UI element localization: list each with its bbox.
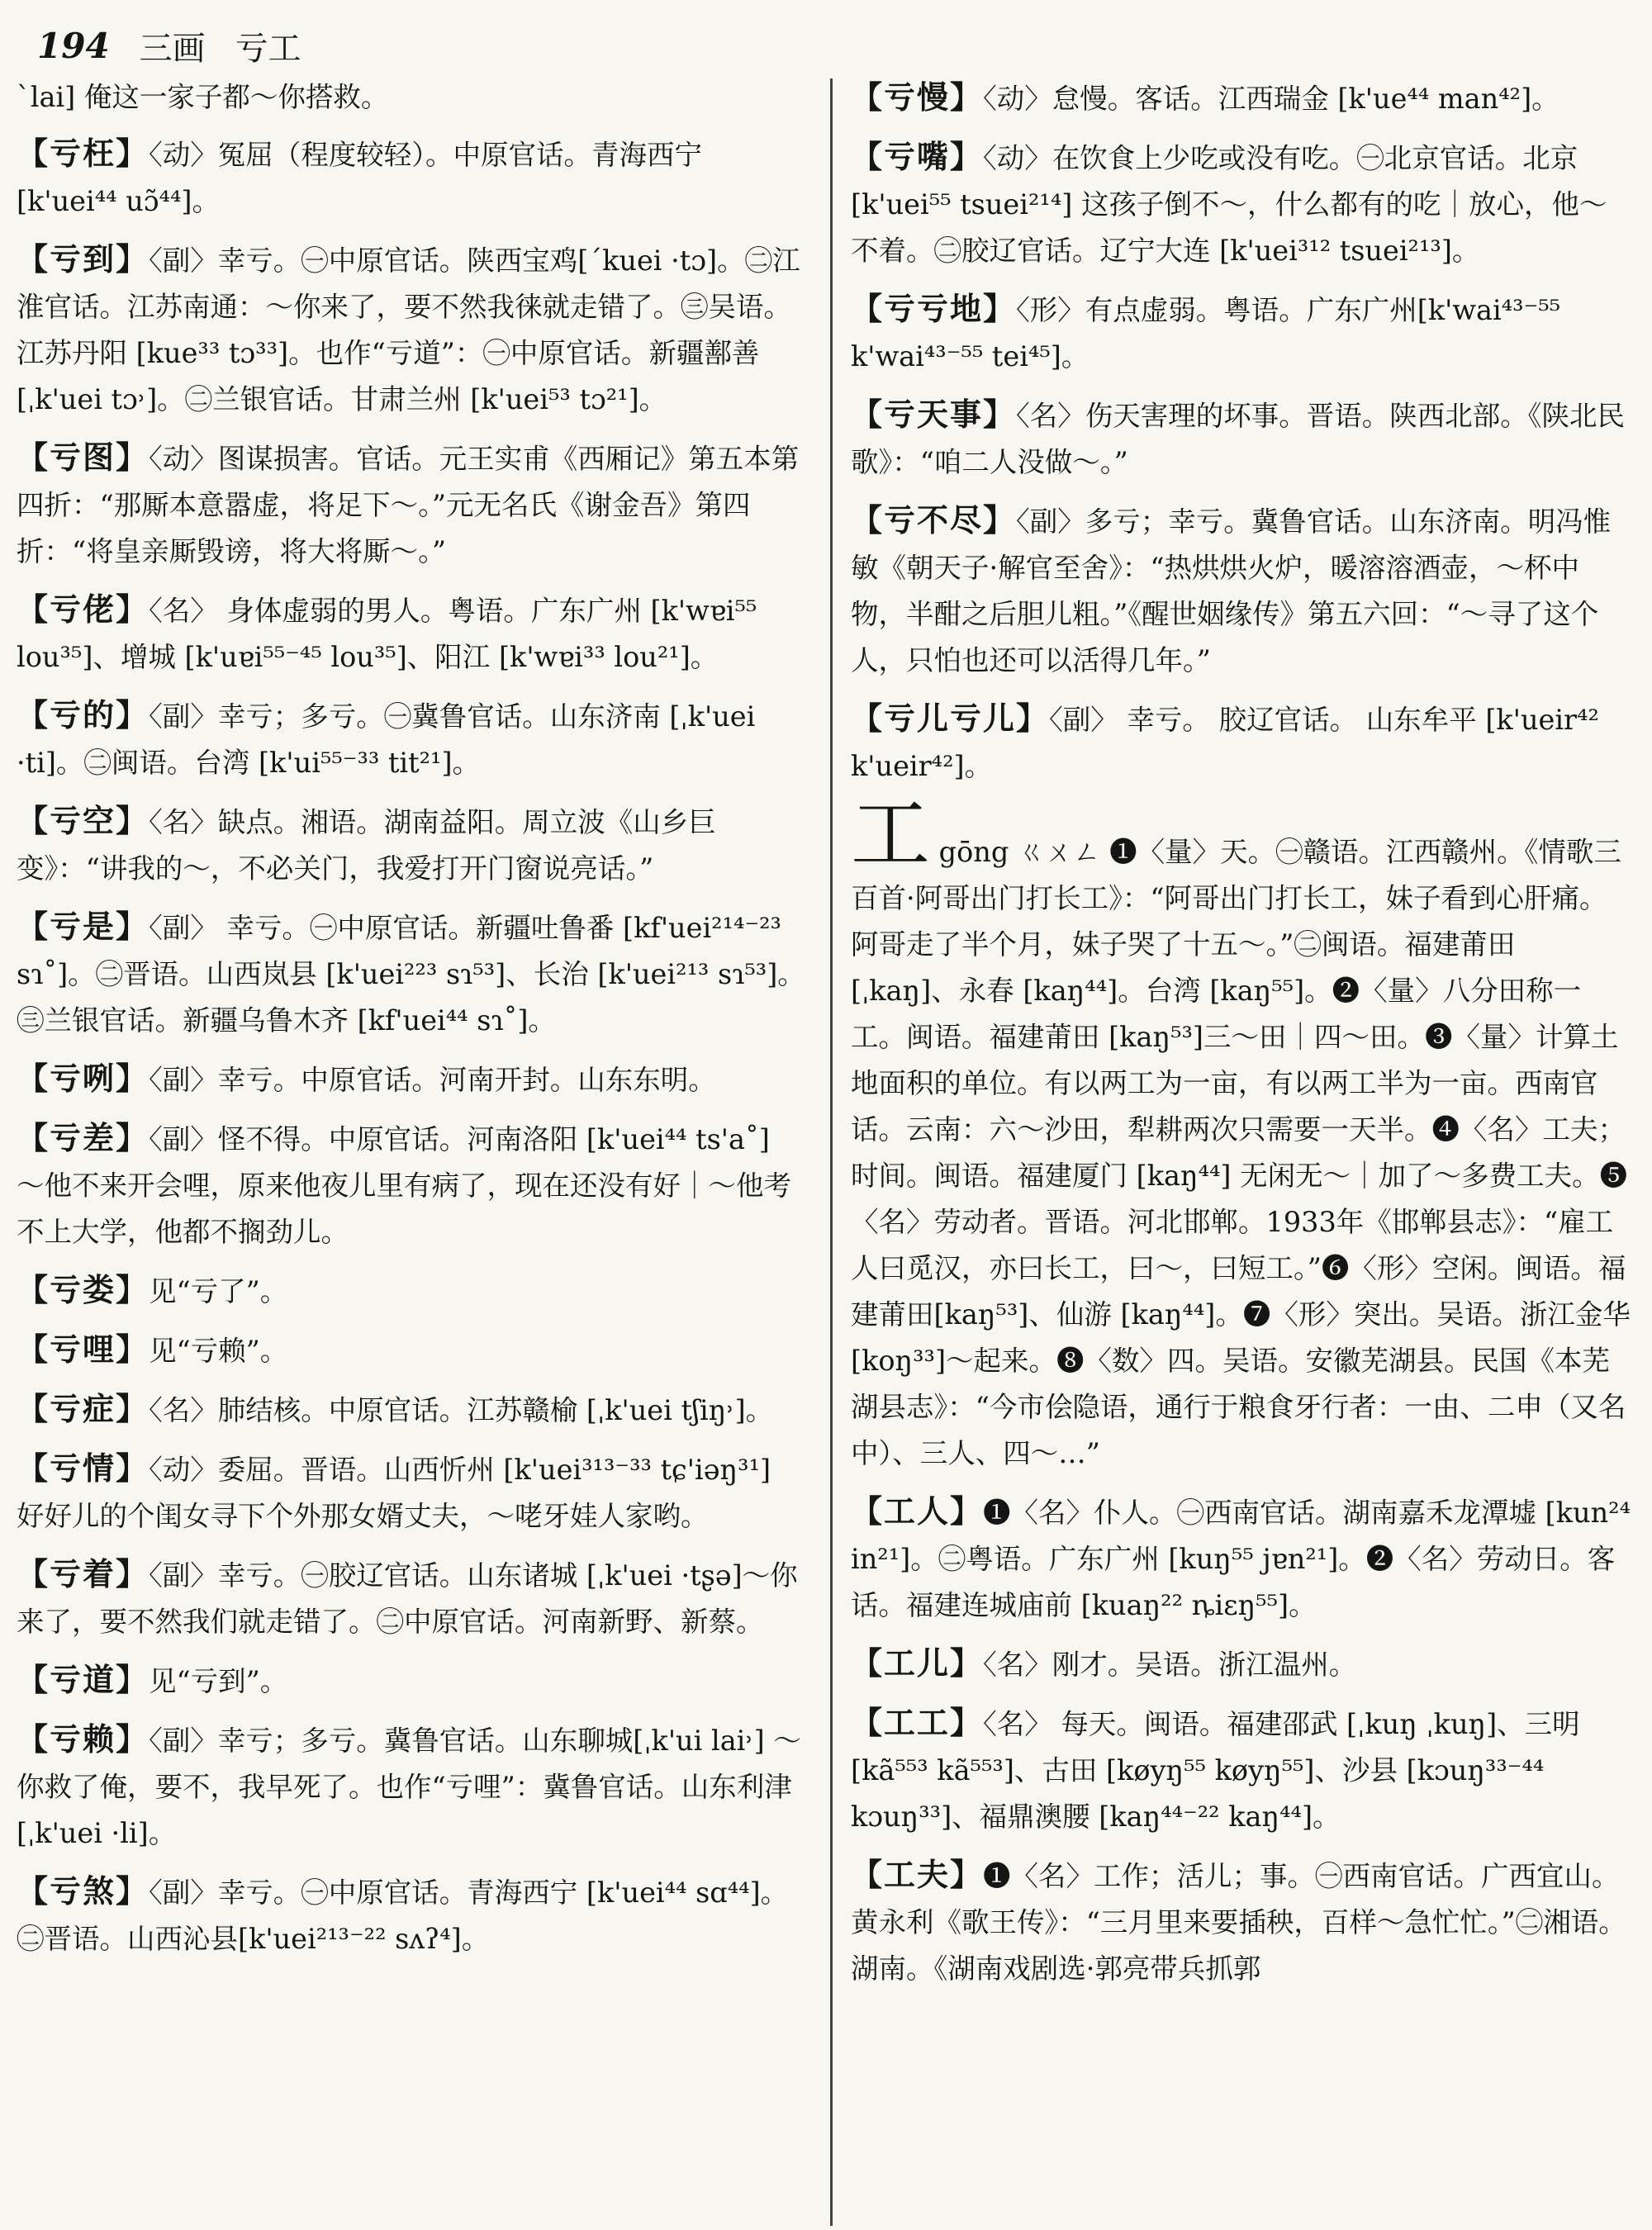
headword: 【亏娄】 xyxy=(17,1271,150,1308)
entry-body: 〈副〉 幸亏。 胶辽官话。 山东牟平 [k'ueir⁴² k'ueir⁴²]。 xyxy=(851,704,1599,782)
headword: 【亏道】 xyxy=(17,1661,150,1698)
headword: 【亏赖】 xyxy=(17,1720,150,1758)
character-entry xyxy=(851,788,1631,1477)
entry xyxy=(851,1700,1631,1840)
headword: 【亏空】 xyxy=(17,802,150,839)
right-column xyxy=(851,74,1631,2004)
entry xyxy=(851,134,1631,274)
headword: 【亏儿亏儿】 xyxy=(851,700,1050,737)
entry-body: 〈动〉在饮食上少吃或没有吃。㊀北京官话。北京 [k'uei⁵⁵ tsuei²¹⁴] 这孩子倒不～，什么都有的吃｜放心，他～不着。㊁胶辽官话。辽宁大连 [k'uei³¹² tsuei²¹³]。 xyxy=(851,142,1607,267)
headword: 【亏症】 xyxy=(17,1390,150,1427)
section-label: 三画 xyxy=(139,29,206,68)
entry xyxy=(17,236,805,423)
entry-body: 〈副〉幸亏；多亏。冀鲁官话。山东聊城[ˌk'ui lai˒] ～你救了俺，要不，我早死了。也作“亏哩”：冀鲁官话。山东利津[ˌk'uei ·li]。 xyxy=(17,1725,801,1849)
entry-body: 〈副〉幸亏。㊀胶辽官话。山东诸城 [ˌk'uei ·tʂə]～你来了，要不然我们就走错了。㊁中原官话。河南新野、新蔡。 xyxy=(17,1559,798,1638)
entry xyxy=(851,1640,1631,1688)
headword: 【亏到】 xyxy=(17,240,150,278)
entry xyxy=(17,434,805,575)
headword: 【亏着】 xyxy=(17,1555,150,1592)
entry xyxy=(17,692,805,786)
entry-body: 〈动〉怠慢。客话。江西瑞金 [k'ue⁴⁴ man⁴²]。 xyxy=(983,83,1559,115)
entry-body: 见“亏到”。 xyxy=(149,1665,288,1697)
entry xyxy=(851,1488,1631,1629)
entry-body: 〈副〉幸亏。中原官话。河南开封。山东东明。 xyxy=(149,1064,716,1096)
pinyin-zhuyin: gōng ㄍㄨㄥ xyxy=(938,836,1101,868)
entry xyxy=(851,74,1631,122)
entry xyxy=(851,1852,1631,1992)
entry-body: 见“亏赖”。 xyxy=(149,1335,288,1367)
entry xyxy=(851,286,1631,380)
entry xyxy=(17,904,805,1044)
entry-body: 〈名〉伤天害理的坏事。晋语。陕西北部。《陕北民歌》：“咱二人没做～。” xyxy=(851,400,1626,478)
headword: 【亏天事】 xyxy=(851,396,1017,433)
headword: 【工夫】 xyxy=(851,1856,984,1893)
entry xyxy=(851,497,1631,684)
entry-body: 〈名〉刚才。吴语。浙江温州。 xyxy=(983,1649,1357,1681)
headword: 【亏情】 xyxy=(17,1450,150,1487)
headword: 【亏枉】 xyxy=(17,135,150,172)
entry-body: 〈副〉幸亏；多亏。㊀冀鲁官话。山东济南 [ˌk'uei ·ti]。㊁闽语。台湾 [k'ui⁵⁵⁻³³ tit²¹]。 xyxy=(17,700,756,779)
entry-body: 〈名〉 身体虚弱的男人。粤语。广东广州 [k'wɐi⁵⁵ lou³⁵]、增城 [k'uɐi⁵⁵⁻⁴⁵ lou³⁵]、阳江 [k'wɐi³³ lou²¹]。 xyxy=(17,595,757,673)
entry-body: 〈副〉怪不得。中原官话。河南洛阳 [k'uei⁴⁴ ts'a˚] ～他不来开会哩，原来他夜儿里有病了，现在还没有好｜～他考不上大学，他都不搁劲儿。 xyxy=(17,1123,791,1248)
headword: 【亏哩】 xyxy=(17,1331,150,1368)
entry xyxy=(17,1326,805,1374)
entry xyxy=(17,130,805,225)
column-divider xyxy=(830,78,833,2226)
entry xyxy=(17,1386,805,1434)
entry-body: ❶〈量〉天。㊀赣语。江西赣州。《情歌三百首·阿哥出门打长工》：“阿哥出门打长工，妹子看到心肝痛。阿哥走了半个月，妹子哭了十五～。”㊁闽语。福建莆田 [ˌkaŋ]、永春 [kaŋ⁴⁴]。台湾 [kaŋ⁵⁵]。❷〈量〉八分田称一工。闽语。福建莆田 [kaŋ⁵³]三～田｜四～田。❸〈量〉计算土地面积的单位。有以两工为一亩，有以两工半为一亩。西南官话。云南：六～沙田，犁耕两次只需要一天半。❹〈名〉工夫；时间。闽语。福建厦门 [kaŋ⁴⁴] 无闲无～｜加了～多费工夫。❺〈名〉劳动者。晋语。河北邯郸。1933年《邯郸县志》：“雇工人曰觅汉，亦曰长工，曰～，曰短工。”❻〈形〉空闲。闽语。福建莆田[kaŋ⁵³]、仙游 [kaŋ⁴⁴]。❼〈形〉突出。吴语。浙江金华[koŋ³³]～起来。❽〈数〉四。吴语。安徽芜湖县。民国《本芜湖县志》：“今市侩隐语，通行于粮食牙行者：一由、二申（又名中）、三人、四～…” xyxy=(851,836,1631,1469)
entry-body: 〈形〉有点虚弱。粤语。广东广州[k'wai⁴³⁻⁵⁵ k'wai⁴³⁻⁵⁵ tei⁴⁵]。 xyxy=(851,294,1561,372)
entry-body: 〈副〉多亏；幸亏。冀鲁官话。山东济南。明冯惟敏《朝天子·解官至舍》：“热烘烘火炉，暖溶溶酒壶，～杯中物，半酣之后胆儿粗。”《醒世姻缘传》第五六回：“～寻了这个人，只怕也还可以活得几年。” xyxy=(851,505,1612,676)
entry-body: ˋlai] 俺这一家子都～你搭救。 xyxy=(17,81,389,113)
headword: 【亏不尽】 xyxy=(851,501,1017,539)
entry xyxy=(17,1868,805,1962)
headword: 【亏咧】 xyxy=(17,1060,150,1097)
headword: 【亏差】 xyxy=(17,1119,150,1156)
entry-body: 〈副〉幸亏。㊀中原官话。陕西宝鸡[ˊkuei ·tɔ]。㊁江淮官话。江苏南通：～你来了，要不然我徕就走错了。㊂吴语。江苏丹阳 [kue³³ tɔ³³]。也作“亏道”：㊀中原官话。新疆鄯善 [ˌk'uei tɔ˒]。㊁兰银官话。甘肃兰州 [k'uei⁵³ tɔ²¹]。 xyxy=(17,244,800,415)
entry-body: 〈动〉委屈。晋语。山西忻州 [k'uei³¹³⁻³³ tɕ'iəŋ³¹] 好好儿的个闺女寻下个外那女婿丈夫，～咾牙娃人家哟。 xyxy=(17,1454,771,1532)
entry-continued xyxy=(17,74,805,121)
entry-body: 〈动〉图谋损害。官话。元王实甫《西厢记》第五本第四折：“那厮本意嚣虚，将足下～。”元无名氏《谢金吾》第四折：“将皇亲厮毁谤，将大将厮～。” xyxy=(17,443,800,567)
headword: 【亏亏地】 xyxy=(851,290,1017,327)
entry xyxy=(17,586,805,681)
entry xyxy=(17,1657,805,1705)
entry xyxy=(17,1551,805,1645)
entry xyxy=(17,1115,805,1255)
headword: 【工人】 xyxy=(851,1492,984,1530)
headword: 【工儿】 xyxy=(851,1644,984,1682)
entry xyxy=(851,695,1631,790)
left-column xyxy=(17,74,805,1974)
entry-body: 〈动〉冤屈（程度较轻）。中原官话。青海西宁 [k'uei⁴⁴ uɔ̃⁴⁴]。 xyxy=(17,139,703,217)
page-number: 194 xyxy=(37,25,110,66)
character-headword: 工 xyxy=(851,788,930,880)
page-header xyxy=(37,17,1607,74)
entry xyxy=(851,391,1631,486)
entry-body: 〈名〉 每天。闽语。福建邵武 [ˌkuŋ ˌkuŋ]、三明 [kã⁵⁵³ kã⁵⁵³]、古田 [køyŋ⁵⁵ køyŋ⁵⁵]、沙县 [kɔuŋ³³⁻⁴⁴ kɔuŋ³³]、福鼎澳腰 [kaŋ⁴⁴⁻²² kaŋ⁴⁴]。 xyxy=(851,1708,1580,1833)
headword: 【亏的】 xyxy=(17,696,150,733)
entry-body: 〈名〉缺点。湘语。湖南益阳。周立波《山乡巨变》：“讲我的～，不必关门，我爱打开门窗说亮话。” xyxy=(17,806,716,885)
entry xyxy=(17,1445,805,1540)
headword: 【亏佬】 xyxy=(17,591,150,628)
entry-body: 〈名〉肺结核。中原官话。江苏赣榆 [ˌk'uei tʃiŋ˒]。 xyxy=(149,1394,774,1426)
headword: 【工工】 xyxy=(851,1704,984,1741)
entry xyxy=(17,1056,805,1103)
entry-body: 〈副〉 幸亏。㊀中原官话。新疆吐鲁番 [kf'uei²¹⁴⁻²³ sɿ˚]。㊁晋语。山西岚县 [k'uei²²³ sɿ⁵³]、长治 [k'uei²¹³ sɿ⁵³]。㊂兰银官话。新疆乌鲁木齐 [kf'uei⁴⁴ sɿ˚]。 xyxy=(17,912,805,1037)
entry-body: 见“亏了”。 xyxy=(149,1275,288,1307)
entry-body: ❶〈名〉工作；活儿；事。㊀西南官话。广西宜山。黄永利《歌王传》：“三月里来要插秧，百样～急忙忙。”㊁湘语。湖南。《湖南戏剧选·郭亮带兵抓郭 xyxy=(851,1860,1626,1985)
entry-body: 〈副〉幸亏。㊀中原官话。青海西宁 [k'uei⁴⁴ sɑ⁴⁴]。㊁晋语。山西沁县[k'uei²¹³⁻²² sʌʔ⁴]。 xyxy=(17,1877,789,1955)
headword: 【亏是】 xyxy=(17,908,150,945)
headword: 【亏嘴】 xyxy=(851,138,984,175)
headword: 【亏图】 xyxy=(17,439,150,476)
entry-body: ❶〈名〉仆人。㊀西南官话。湖南嘉禾龙潭墟 [kun²⁴ in²¹]。㊁粤语。广东广州 [kuŋ⁵⁵ jɐn²¹]。❷〈名〉劳动日。客话。福建连城庙前 [kuaŋ²² ȵiɛŋ⁵⁵]。 xyxy=(851,1497,1631,1621)
entry xyxy=(17,798,805,892)
headword: 【亏慢】 xyxy=(851,78,984,116)
headword: 【亏煞】 xyxy=(17,1872,150,1910)
running-chars: 亏工 xyxy=(235,29,301,68)
entry xyxy=(17,1716,805,1857)
entry xyxy=(17,1267,805,1315)
